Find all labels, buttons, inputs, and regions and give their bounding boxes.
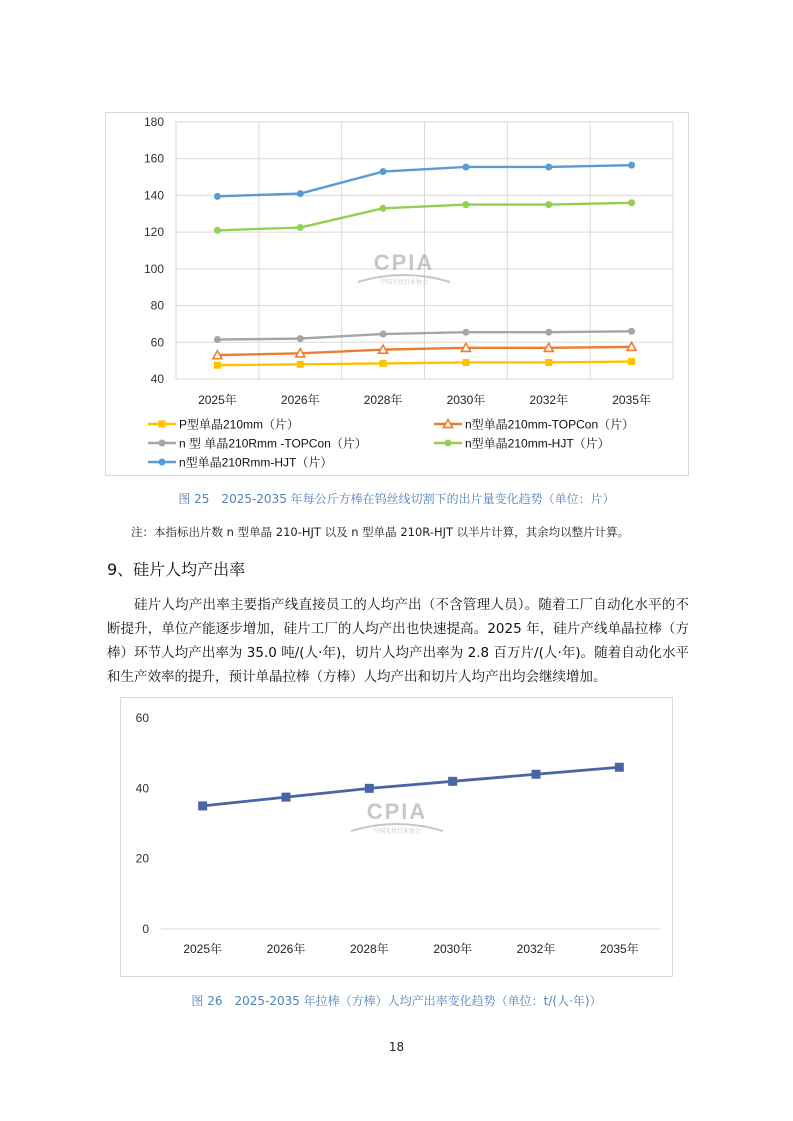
page-number: 18 [388, 1040, 405, 1054]
c2-watermark-org: 中国光伏行业协会 [372, 829, 422, 835]
chart-per-capita-output-svg [121, 698, 672, 976]
c1-data-point [462, 163, 469, 170]
c1-x-tick-label: 2032年 [529, 393, 569, 407]
c1-y-tick-label: 40 [150, 372, 164, 386]
c1-data-point [214, 193, 221, 200]
chart-wafer-yield-svg [106, 113, 688, 475]
c1-data-point [380, 205, 387, 212]
c1-data-point [297, 224, 304, 231]
chart-wafer-yield [105, 112, 689, 476]
c1-y-tick-label: 160 [143, 151, 164, 166]
c1-data-point [297, 361, 304, 368]
c1-legend-swatch-marker [159, 421, 166, 428]
c1-data-point [380, 168, 387, 175]
c1-data-point [627, 342, 636, 350]
c1-legend-item [434, 417, 634, 432]
c2-y-tick-label: 0 [142, 922, 149, 936]
c1-data-point [380, 331, 387, 338]
c1-legend [148, 417, 634, 470]
c1-data-point [214, 227, 221, 234]
c1-x-tick-label: 2028年 [363, 393, 403, 407]
c2-x-tick-label: 2030年 [433, 942, 473, 956]
c1-legend-item [148, 436, 367, 451]
c1-y-tick-label: 80 [150, 298, 164, 313]
c1-data-point [545, 329, 552, 336]
c1-data-point [461, 343, 470, 351]
c1-watermark-logo: CPIA [373, 250, 435, 275]
c2-data-point [615, 763, 624, 772]
c1-data-point [628, 162, 635, 169]
c1-legend-label: n 型 单晶210Rmm -TOPCon（片） [179, 436, 367, 451]
c1-data-point [297, 335, 304, 342]
c1-legend-label: n型单晶210Rmm-HJT（片） [179, 455, 333, 470]
c1-legend-item [148, 455, 332, 470]
figure-26-caption: 图 26 2025-2035 年拉棒（方棒）人均产出率变化趋势（单位：t/(人·年)） [191, 994, 602, 1008]
section-paragraph: 硅片人均产出率主要指产线直接员工的人均产出（不含管理人员）。随着工厂自动化水平的不断提升，单位产能逐步增加，硅片工厂的人均产出也快速提高。2025 年，硅片产线单晶拉棒（方棒）环节人均产出率为 35.0 吨/(人·年)，切片人均产出率为 2.8 百万片/(人·年)。随着自动化水平和生产效率的提升，预计单晶拉棒（方棒）人均产出和切片人均产出均会继续增加。 [107, 597, 689, 685]
c1-data-point [296, 349, 305, 357]
c2-x-tick-label: 2035年 [599, 942, 639, 956]
c2-watermark [351, 799, 443, 835]
note-text: 注：本指标出片数 n 型单晶 210-HJT 以及 n 型单晶 210R-HJT 以半片计算，其余均以整片计算。 [131, 525, 630, 539]
c1-data-point [213, 351, 222, 359]
c1-data-point [214, 362, 221, 369]
c2-y-tick-label: 60 [135, 711, 149, 725]
c1-watermark [358, 250, 450, 286]
c1-y-tick-label: 60 [150, 335, 164, 350]
c1-legend-label: n型单晶210mm-HJT（片） [465, 436, 610, 451]
c1-data-point [462, 329, 469, 336]
c2-data-point [198, 801, 207, 810]
c1-y-tick-label: 100 [143, 261, 164, 276]
figure-25-caption: 图 25 2025-2035 年每公斤方棒在钨丝线切割下的出片量变化趋势（单位：片） [178, 492, 615, 506]
c1-x-tick-label: 2030年 [446, 393, 486, 407]
section-heading: 9、硅片人均产出率 [107, 560, 246, 579]
c1-data-point [545, 201, 552, 208]
c1-data-point [379, 345, 388, 353]
c1-data-point [544, 343, 553, 351]
c1-y-tick-label: 140 [143, 188, 164, 203]
chart-per-capita-output [120, 697, 673, 977]
c1-legend-swatch-marker [444, 420, 453, 428]
c1-data-point [297, 190, 304, 197]
c1-x-tick-label: 2025年 [198, 393, 237, 407]
c1-legend-swatch-marker [445, 440, 452, 447]
c1-y-tick-label: 180 [143, 115, 164, 129]
c1-legend-swatch-marker [159, 459, 166, 466]
c1-legend-swatch-marker [159, 440, 166, 447]
c1-watermark-org: 中国光伏行业协会 [379, 280, 429, 286]
c1-data-point [628, 199, 635, 206]
c1-data-point [628, 358, 635, 365]
c1-x-tick-label: 2035年 [612, 393, 651, 407]
c1-data-point [545, 359, 552, 366]
c1-legend-label: n型单晶210mm-TOPCon（片） [465, 417, 635, 432]
c2-data-point [448, 777, 457, 786]
c1-legend-item [148, 417, 299, 432]
c1-legend-item [434, 436, 610, 451]
c2-watermark-logo: CPIA [366, 799, 428, 824]
c2-x-tick-label: 2028年 [349, 942, 389, 956]
c2-y-tick-label: 40 [135, 781, 149, 796]
c2-x-tick-label: 2026年 [266, 942, 306, 956]
c2-data-point [282, 793, 291, 802]
c1-data-point [462, 201, 469, 208]
c1-legend-label: P型单晶210mm（片） [179, 417, 300, 432]
c1-data-point [628, 328, 635, 335]
c1-data-point [214, 336, 221, 343]
c2-data-point [365, 784, 374, 793]
c2-y-tick-label: 20 [135, 851, 149, 866]
c1-y-tick-label: 120 [143, 225, 164, 240]
c2-x-tick-label: 2032年 [516, 942, 556, 956]
c1-data-point [462, 359, 469, 366]
c1-x-tick-label: 2026年 [280, 393, 320, 407]
c1-data-point [545, 163, 552, 170]
c2-data-point [532, 770, 541, 779]
c1-data-point [380, 360, 387, 367]
c2-x-tick-label: 2025年 [183, 942, 223, 956]
